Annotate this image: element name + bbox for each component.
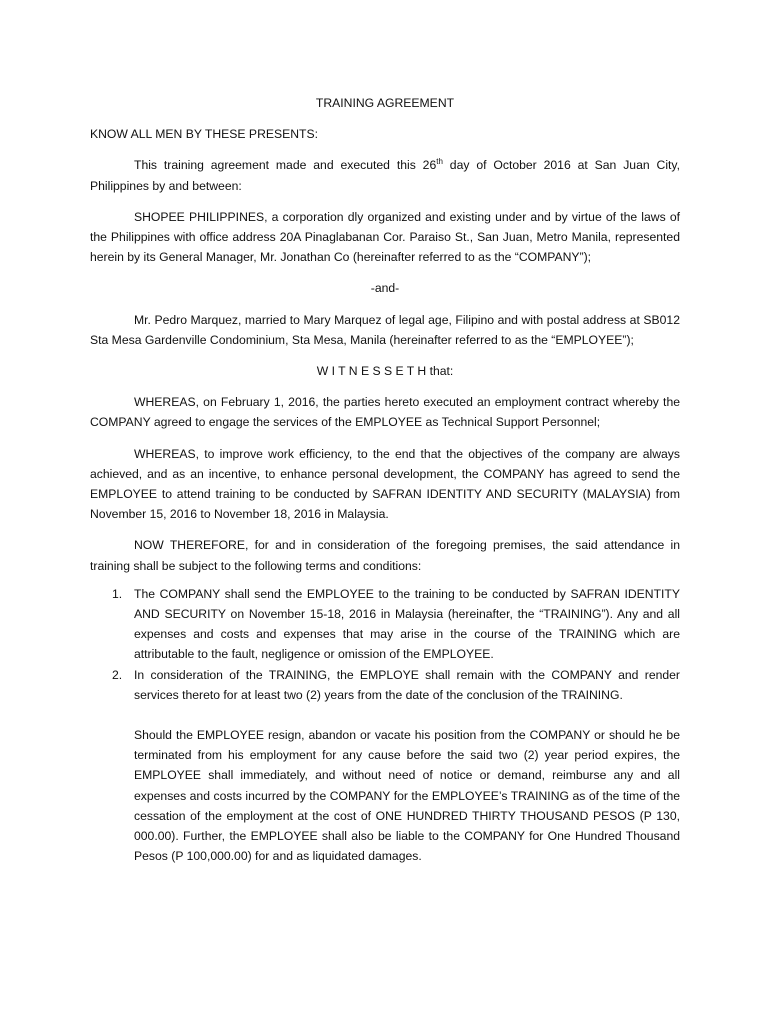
opening-line: KNOW ALL MEN BY THESE PRESENTS:	[90, 127, 319, 142]
intro-text-start: This training agreement made and executed this 26	[134, 158, 437, 173]
employee-party-paragraph: Mr. Pedro Marquez, married to Mary Marquez of legal age, Filipino and with postal address at SB012 Sta Mesa Gardenville Condominium, Sta Mesa, Manila (hereinafter referred to as the “EMPLOYEE”);	[90, 312, 680, 347]
document-title: TRAINING AGREEMENT	[315, 96, 455, 110]
whereas-clause-2: WHEREAS, to improve work efficiency, to the end that the objectives of the company are always achieved, and as an incentive, to enhance personal development, the COMPANY has agreed to send the EMPLOYEE to attend training to be conducted by SAFRAN IDENTITY AND SECURITY (MALAYSIA) from November 15, 2016 to November 18, 2016 in Malaysia.	[90, 446, 680, 522]
witnesseth-heading: W I T N E S S E T H that:	[316, 364, 454, 379]
company-party-paragraph: SHOPEE PHILIPPINES, a corporation dly organized and existing under and by virtue of the laws of the Philippines with office address 20A Pinaglabanan Cor. Paraiso St., San Juan, Metro Manila, represented herein by its General Manager, Mr. Jonathan Co (hereinafter referred to as the “COMPANY”);	[90, 209, 680, 265]
term-item	[90, 584, 680, 665]
intro-superscript: th	[436, 157, 443, 167]
now-therefore-clause: NOW THEREFORE, for and in consideration of the foregoing premises, the said attendance in training shall be subject to the following terms and conditions:	[90, 538, 680, 573]
intro-text-end: day of October 2016 at San Juan City, Philippines by and between:	[90, 158, 680, 193]
document-body	[90, 93, 680, 867]
term-text: In consideration of the TRAINING, the EMPLOYE shall remain with the COMPANY and render services thereto for at least two (2) years from the date of the conclusion of the TRAINING.	[134, 667, 680, 702]
and-separator: -and-	[370, 281, 400, 296]
term-number: 1.	[112, 586, 123, 601]
term-text: The COMPANY shall send the EMPLOYEE to the training to be conducted by SAFRAN IDENTITY AND SECURITY on November 15-18, 2016 in Malaysia (hereinafter, the “TRAINING”). Any and all expenses and costs and expenses that may arise in the course of the TRAINING which are attributable to the fault, negligence or omission of the EMPLOYEE.	[134, 586, 680, 662]
term-item	[90, 665, 680, 705]
intro-paragraph	[90, 155, 680, 195]
term-number: 2.	[112, 667, 123, 682]
terms-list	[90, 584, 680, 705]
term-2-continuation: Should the EMPLOYEE resign, abandon or vacate his position from the COMPANY or should he be terminated from his employment for any cause before the said two (2) year period expires, the EMPLOYEE shall immediately, and without need of notice or demand, reimburse any and all expenses and costs incurred by the COMPANY for the EMPLOYEE’s TRAINING as of the time of the cessation of the employment at the cost of ONE HUNDRED THIRTY THOUSAND PESOS (P 130, 000.00). Further, the EMPLOYEE shall also be liable to the COMPANY for One Hundred Thousand Pesos (P 100,000.00) for and as liquidated damages.	[134, 728, 680, 864]
whereas-clause-1: WHEREAS, on February 1, 2016, the parties hereto executed an employment contract whereby the COMPANY agreed to engage the services of the EMPLOYEE as Technical Support Personnel;	[90, 395, 680, 430]
